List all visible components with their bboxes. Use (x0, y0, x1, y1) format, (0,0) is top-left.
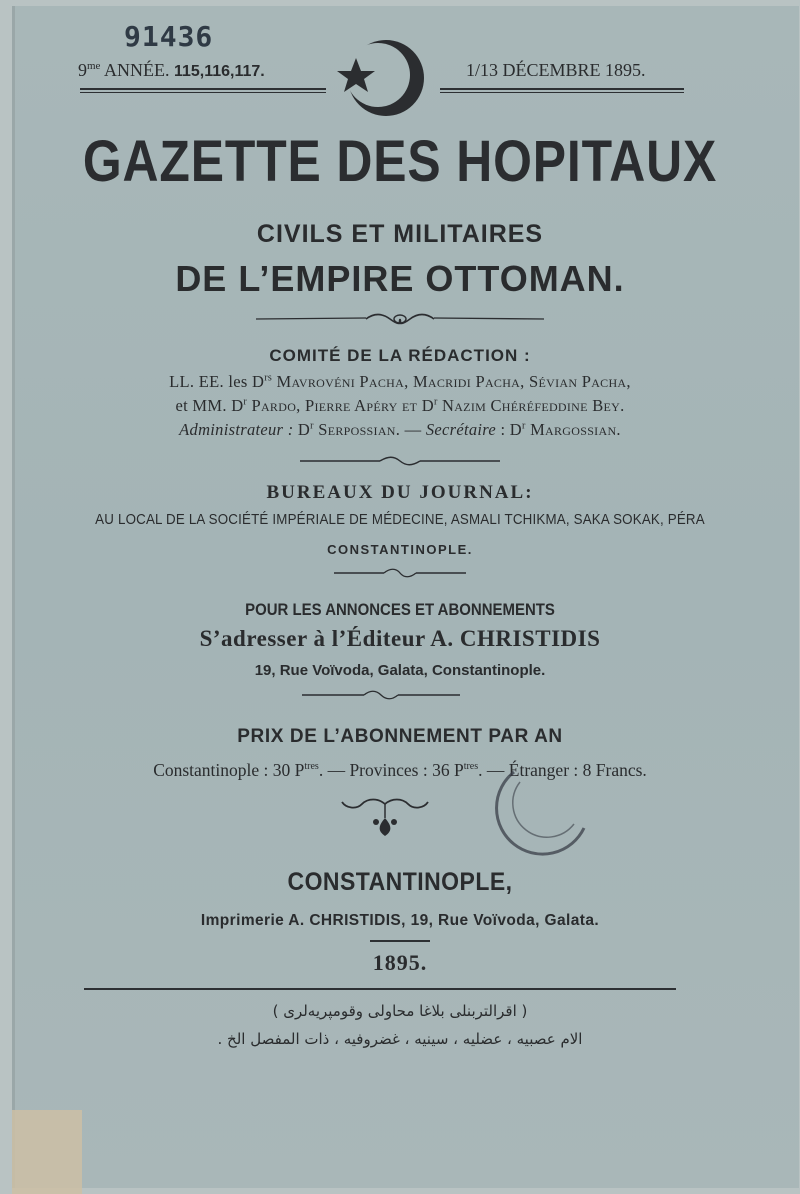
comite-line-1: LL. EE. les $D^{rs}$ Mavrovéni Pacha, Macridi Pacha, Sévian Pacha, (169, 372, 631, 391)
issue-date: 1/13 DÉCEMBRE 1895. (466, 60, 646, 80)
ornament-rule-3 (334, 568, 466, 578)
publication-year: 1895. (372, 950, 428, 975)
ornament-rule-4 (302, 690, 460, 700)
ottoman-line-2: الام عصبيه ، عضليه ، سينيه ، غضروفيه ، ذات المفصل الخ . (217, 1030, 583, 1048)
imprint-city: CONSTANTINOPLE, (287, 868, 513, 896)
paper-stain (12, 1110, 82, 1194)
prix-heading: PRIX DE L’ABONNEMENT PAR AN (237, 726, 563, 747)
bureaux-heading: BUREAUX DU JOURNAL: (266, 482, 534, 503)
prix-tarifs: Constantinople : 30 $P^{tres}$. — Provinces : 36 $P^{tres}$. — Étranger : 8 Francs. (153, 760, 647, 780)
journal-title: GAZETTE DES HOPITAUX (82, 129, 718, 194)
bureaux-city: CONSTANTINOPLE. (327, 542, 473, 557)
editeur-address: 19, Rue Voïvoda, Galata, Constantinople. (254, 662, 546, 679)
header-rule-left-thin (80, 92, 326, 93)
comite-heading: COMITÉ DE LA RÉDACTION : (269, 346, 531, 365)
subtitle-civils: CIVILS ET MILITAIRES (256, 220, 544, 248)
header-rule-right-thin (440, 92, 684, 93)
footer-rule (84, 988, 676, 990)
floral-ornament-icon (340, 796, 430, 842)
ottoman-line-1: ( اقرالتربنلی بلاغا محاولی وقومپريه‌لری ) (272, 1002, 528, 1020)
bureaux-address: AU LOCAL DE LA SOCIÉTÉ IMPÉRIALE DE MÉDECINE, ASMALI TCHIKMA, SAKA SOKAK, PÉRA (95, 512, 705, 528)
annonces-heading: POUR LES ANNONCES ET ABONNEMENTS (245, 600, 555, 619)
header-rule-left (80, 88, 326, 90)
imprimerie-line: Imprimerie A. CHRISTIDIS, 19, Rue Voïvoda, Galata. (200, 912, 600, 929)
comite-line-3: Administrateur : $D^r$ Serpossian. — Secrétaire : $D^r$ Margossian. (179, 420, 621, 439)
ornament-rule-2 (300, 456, 500, 466)
ornament-rule-1 (256, 312, 544, 326)
inventory-number: 91436 (124, 20, 214, 53)
year-rule (370, 940, 430, 942)
crescent-star-icon (332, 36, 428, 120)
subtitle-empire: DE L’EMPIRE OTTOMAN. (175, 258, 625, 299)
issue-info: $9^{me}$ ANNÉE. 115,116,117. (78, 60, 265, 80)
library-stamp-icon (484, 758, 594, 868)
comite-line-2: et MM. $D^r$ Pardo, Pierre Apéry et $D^r$ Nazim Chéréfeddine Bey. (175, 396, 625, 415)
editeur-line: S’adresser à l’Éditeur A. CHRISTIDIS (199, 626, 601, 651)
header-rule-right (440, 88, 684, 90)
